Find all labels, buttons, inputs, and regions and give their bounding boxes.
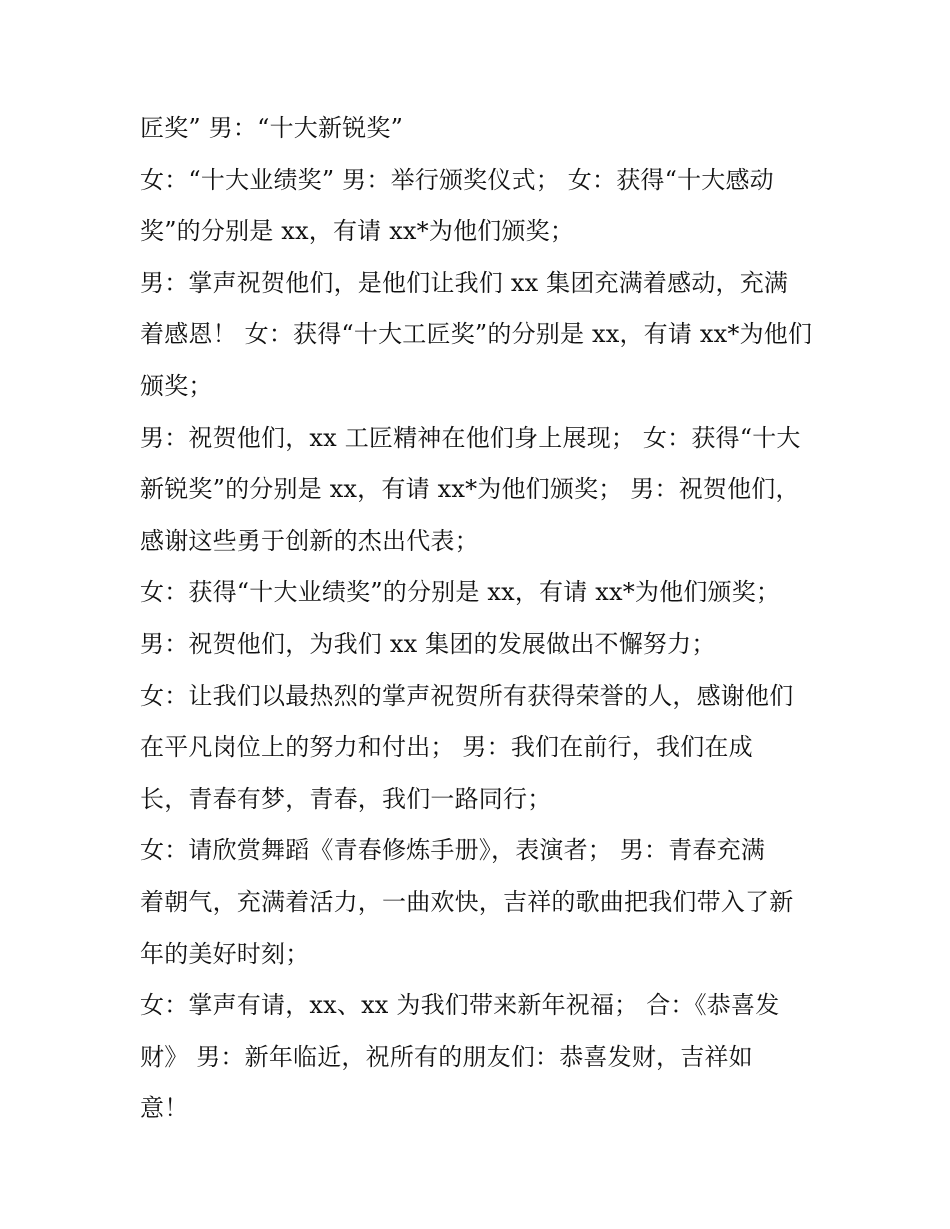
text-line: 着感恩！ 女：获得“十大工匠奖”的分别是 xx，有请 xx*为他们 <box>140 320 813 349</box>
text-line: 意！ <box>140 1094 189 1123</box>
text-line: 颁奖； <box>140 371 213 400</box>
text-line: 长，青春有梦，青春，我们一路同行； <box>140 784 552 813</box>
text-line: 奖”的分别是 xx，有请 xx*为他们颁奖； <box>140 217 575 246</box>
text-line: 匠奖” 男：“十大新锐奖” <box>140 114 404 142</box>
text-line: 感谢这些勇于创新的杰出代表； <box>140 526 479 555</box>
text-line: 财》 男：新年临近，祝所有的朋友们：恭喜发财，吉祥如 <box>140 1042 753 1071</box>
text-line: 着朝气，充满着活力，一曲欢快，吉祥的歌曲把我们带入了新 <box>140 887 794 916</box>
text-line: 新锐奖”的分别是 xx，有请 xx*为他们颁奖； 男：祝贺他们， <box>140 475 800 504</box>
text-line: 男：掌声祝贺他们，是他们让我们 xx 集团充满着感动，充满 <box>140 268 789 297</box>
text-line: 女：掌声有请，xx、xx 为我们带来新年祝福； 合：《恭喜发 <box>140 991 780 1020</box>
document-body <box>140 108 830 1140</box>
text-line: 年的美好时刻； <box>140 939 310 968</box>
text-line: 男：祝贺他们，为我们 xx 集团的发展做出不懈努力； <box>140 629 716 658</box>
text-line: 女：获得“十大业绩奖”的分别是 xx，有请 xx*为他们颁奖； <box>140 578 781 607</box>
text-line: 男：祝贺他们，xx 工匠精神在他们身上展现； 女：获得“十大 <box>140 423 801 452</box>
text-line: 在平凡岗位上的努力和付出； 男：我们在前行，我们在成 <box>140 733 753 762</box>
text-line: 女：让我们以最热烈的掌声祝贺所有获得荣誉的人，感谢他们 <box>140 681 794 710</box>
text-line: 女：请欣赏舞蹈《青春修炼手册》，表演者； 男：青春充满 <box>140 836 766 865</box>
text-line: 女：“十大业绩奖” 男：举行颁奖仪式； 女：获得“十大感动 <box>140 165 774 194</box>
